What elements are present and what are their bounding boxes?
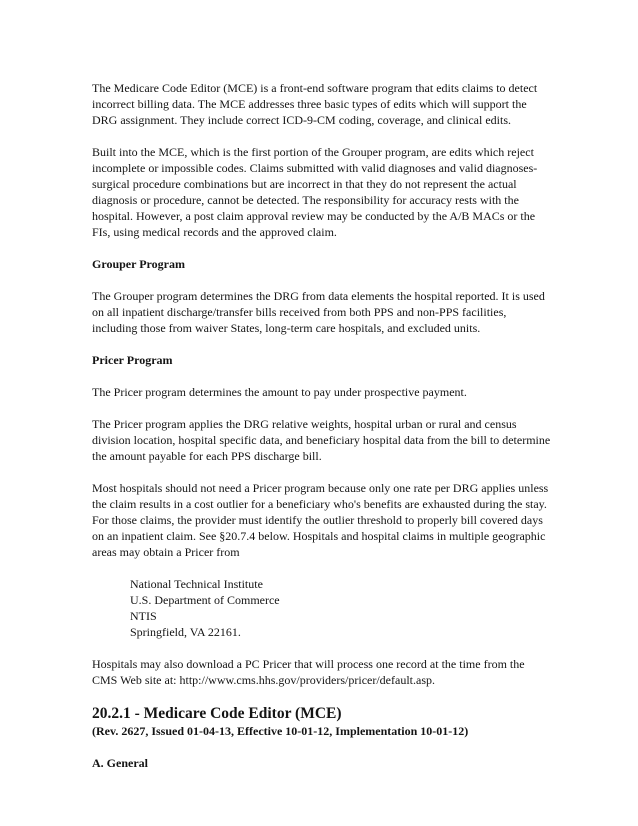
document-body (92, 80, 552, 771)
paragraph-mce-intro: The Medicare Code Editor (MCE) is a front-end software program that edits claims to detect incorrect billing data. The MCE addresses three basic types of edits which will support the DRG assignment. They include correct ICD-9-CM coding, coverage, and clinical edits. (92, 81, 538, 127)
heading-pricer-program: Pricer Program (92, 353, 173, 367)
paragraph-mce-edits: Built into the MCE, which is the first portion of the Grouper program, are edits which reject incomplete or impossible codes. Claims submitted with valid diagnoses and valid diagnoses-surgical procedure combinations but are incorrect in that they do not represent the actual diagnosis or procedure, cannot be detected. The responsibility for accuracy rests with the hospital. However, a post claim approval review may be conducted by the A/B MACs or the FIs, using medical records and the approved claim. (92, 145, 538, 239)
address-line-1: National Technical Institute (130, 577, 263, 591)
address-line-3: NTIS (130, 609, 157, 623)
heading-grouper-program: Grouper Program (92, 257, 185, 271)
paragraph-pc-pricer: Hospitals may also download a PC Pricer that will process one record at the time from the CMS Web site at: http://www.cms.hhs.gov/providers/pricer/default.asp. (92, 657, 525, 687)
address-block (92, 576, 552, 640)
address-line-4: Springfield, VA 22161. (130, 625, 241, 639)
section-revision: (Rev. 2627, Issued 01-04-13, Effective 10-01-12, Implementation 10-01-12) (92, 724, 469, 738)
paragraph-grouper: The Grouper program determines the DRG from data elements the hospital reported. It is used on all inpatient discharge/transfer bills received from both PPS and non-PPS facilities, including those from waiver States, long-term care hospitals, and excluded units. (92, 289, 545, 335)
paragraph-pricer-weights: The Pricer program applies the DRG relative weights, hospital urban or rural and census division location, hospital specific data, and beneficiary hospital data from the bill to determine the amount payable for each PPS discharge bill. (92, 417, 551, 463)
subheading-general: A. General (92, 756, 148, 770)
address-line-2: U.S. Department of Commerce (130, 593, 280, 607)
paragraph-pricer-amount: The Pricer program determines the amount to pay under prospective payment. (92, 385, 467, 399)
paragraph-pricer-outlier: Most hospitals should not need a Pricer program because only one rate per DRG applies unless the claim results in a cost outlier for a beneficiary who's benefits are exhausted during the stay. For those claims, the provider must identify the outlier threshold to properly bill covered days on an inpatient claim. See §20.7.4 below. Hospitals and hospital claims in multiple geographic areas may obtain a Pricer from (92, 481, 549, 559)
section-title: 20.2.1 - Medicare Code Editor (MCE) (92, 705, 342, 722)
